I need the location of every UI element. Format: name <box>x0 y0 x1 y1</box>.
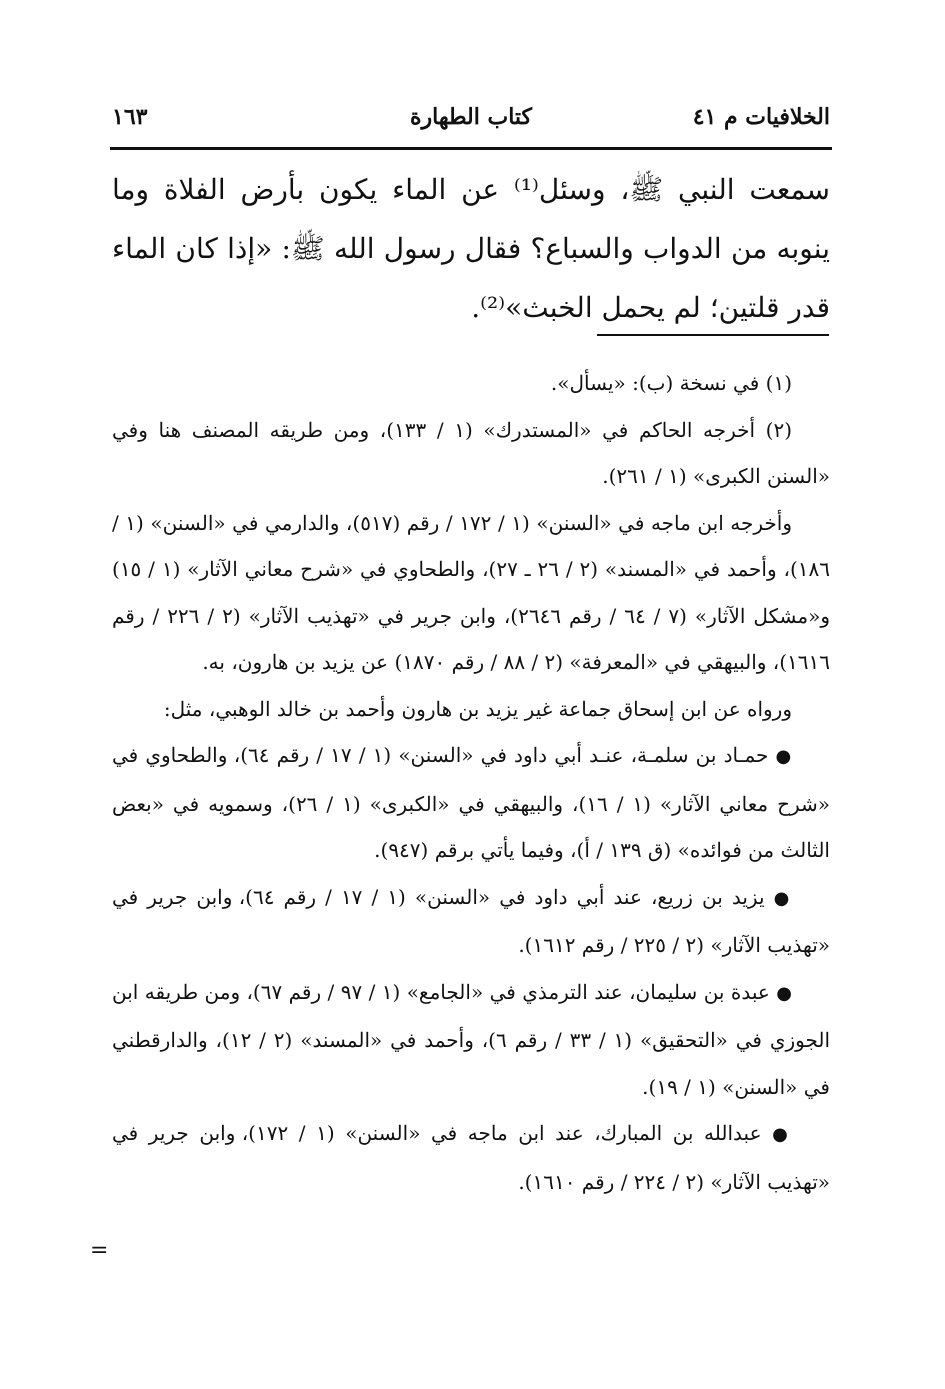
footnote-1: (١) في نسخة (ب): «يسأل». <box>550 371 792 395</box>
bullet-item-1 <box>112 732 830 874</box>
bullet-glyph: ● <box>776 982 792 1004</box>
header-chapter-ref: الخلافيات م ٤١ <box>692 104 830 130</box>
bullet-glyph: ● <box>772 1124 793 1145</box>
continuation-mark: = <box>90 1238 109 1263</box>
page-header <box>112 98 830 142</box>
bullet-item-2 <box>112 874 830 969</box>
bullet-glyph: ● <box>773 887 793 909</box>
bullet-text: عبدة بن سليمان، عند الترمذي في «الجامع» (١ / ٩٧ / رقم ٦٧)، ومن طريقه ابن الجوزي في «التحقيق» (١ / ٣٣ / رقم ٦)، وأحمد في «المسند» (٢ / ١٢)، والدارقطني في «السنن» (١ / ١٩). <box>112 979 831 1099</box>
bullet-glyph: ● <box>775 746 793 767</box>
footnote-2-continued: وأخرجه ابن ماجه في «السنن» (١ / ١٧٢ / رقم (٥١٧)، والدارمي في «السنن» (١ / ١٨٦)، وأحمد في «المسند» (٢ / ٢٦ ـ ٢٧)، والطحاوي في «شرح معاني الآثار» (١ / ١٥) و«مشكل الآثار» (٧ / ٦٤ / رقم ٢٦٤٦)، وابن جرير في «تهذيب الآثار» (٢ / ٢٢٦ / رقم ١٦١٦)، والبيهقي في «المعرفة» (٢ / ٨٨ / رقم ١٨٧٠) عن يزيد بن هارون، به. <box>112 510 831 674</box>
footnotes <box>112 360 830 1205</box>
footnote-divider <box>597 334 829 336</box>
footnote-2-narrators: ورواه عن ابن إسحاق جماعة غير يزيد بن هارون وأحمد بن خالد الوهبي، مثل: <box>163 696 792 721</box>
main-text: سمعت النبي ﷺ، وسئل⁽¹⁾ عن الماء يكون بأرض الفلاة وما ينوبه من الدواب والسباع؟ فقال رسول الله ﷺ: «إذا كان الماء قدر قلتين؛ لم يحمل الخبث»⁽²⁾. <box>112 173 830 324</box>
footnote-2: (٢) أخرجه الحاكم في «المستدرك» (١ / ١٣٣)، ومن طريقه المصنف هنا وفي «السنن الكبرى» (١ / ٢٦١). <box>112 417 830 488</box>
bullet-text: يزيد بن زريع، عند أبي داود في «السنن» (١ / ١٧ / رقم ٦٤)، وابن جرير في «تهذيب الآثار» (٢ / ٢٢٥ / رقم ١٦١٢). <box>112 884 830 957</box>
bullet-item-3 <box>112 969 830 1111</box>
header-divider <box>110 147 832 150</box>
page-number: ١٦٣ <box>112 104 148 130</box>
bullet-item-4 <box>112 1110 830 1205</box>
header-book-title: كتاب الطهارة <box>409 104 533 130</box>
bullet-text: حمـاد بن سلمـة، عنـد أبي داود في «السنن» (١ / ١٧ / رقم ٦٤)، والطحاوي في «شرح معاني الآثار» (١ / ١٦)، والبيهقي في «الكبرى» (١ / ٢٦)، وسمويه في «بعض الثالث من فوائده» (ق ١٣٩ / أ)، وفيما يأتي برقم (٩٤٧). <box>112 743 831 862</box>
bullet-text: عبدالله بن المبارك، عند ابن ماجه في «السنن» (١ / ١٧٢)، وابن جرير في «تهذيب الآثار» (٢ / ٢٢٤ / رقم ١٦١٠). <box>112 1121 830 1194</box>
